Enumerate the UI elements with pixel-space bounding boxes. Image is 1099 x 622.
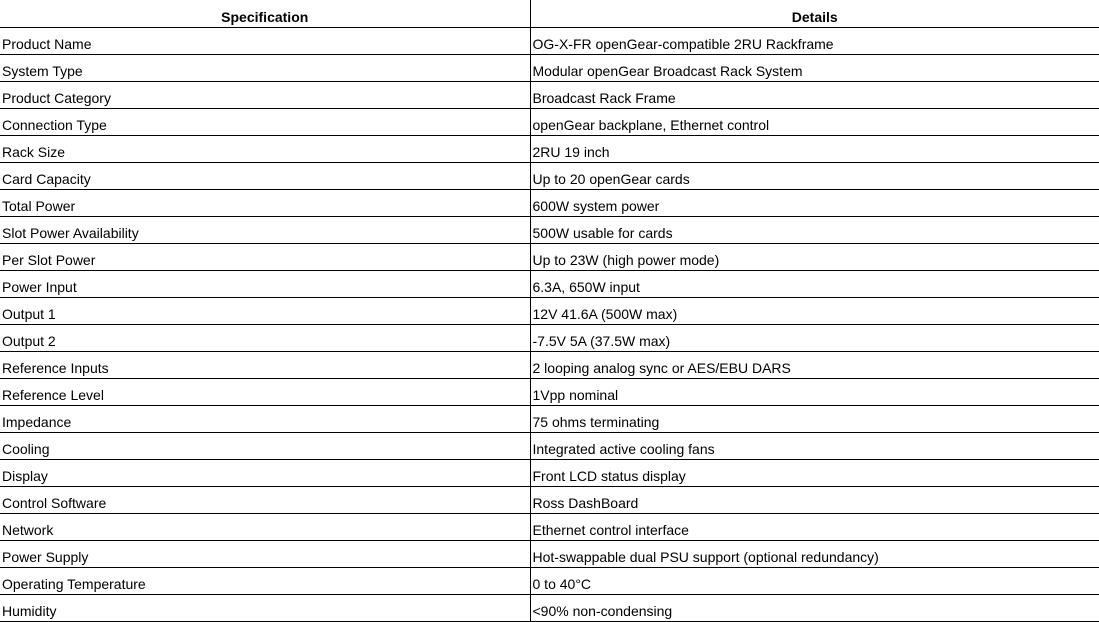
spec-value-cell: Front LCD status display: [530, 459, 1099, 486]
spec-value-cell: 6.3A, 650W input: [530, 270, 1099, 297]
spec-value-cell: 12V 41.6A (500W max): [530, 297, 1099, 324]
spec-name-cell: Output 1: [0, 297, 530, 324]
header-specification: Specification: [0, 0, 530, 27]
spec-value-cell: 0 to 40°C: [530, 567, 1099, 594]
spec-name-cell: Impedance: [0, 405, 530, 432]
spec-value-cell: Ethernet control interface: [530, 513, 1099, 540]
table-row: [0, 54, 1099, 81]
table-row: [0, 513, 1099, 540]
table-row: [0, 135, 1099, 162]
spec-value-cell: 600W system power: [530, 189, 1099, 216]
table-row: [0, 351, 1099, 378]
table-header-row: [0, 0, 1099, 27]
spec-name-cell: Power Input: [0, 270, 530, 297]
table-row: [0, 324, 1099, 351]
spec-value-cell: 2 looping analog sync or AES/EBU DARS: [530, 351, 1099, 378]
table-row: [0, 459, 1099, 486]
spec-name-cell: Rack Size: [0, 135, 530, 162]
table-row: [0, 81, 1099, 108]
header-details: Details: [530, 0, 1099, 27]
table-row: [0, 405, 1099, 432]
spec-value-cell: OG-X-FR openGear-compatible 2RU Rackframe: [530, 27, 1099, 54]
table-row: [0, 540, 1099, 567]
spec-name-cell: Reference Inputs: [0, 351, 530, 378]
spec-name-cell: Network: [0, 513, 530, 540]
spec-value-cell: 75 ohms terminating: [530, 405, 1099, 432]
table-row: [0, 108, 1099, 135]
spec-name-cell: Humidity: [0, 594, 530, 621]
table-row: [0, 270, 1099, 297]
spec-name-cell: Card Capacity: [0, 162, 530, 189]
spec-value-cell: Integrated active cooling fans: [530, 432, 1099, 459]
table-row: [0, 594, 1099, 621]
spec-name-cell: Connection Type: [0, 108, 530, 135]
table-row: [0, 27, 1099, 54]
spec-name-cell: Display: [0, 459, 530, 486]
spec-value-cell: 500W usable for cards: [530, 216, 1099, 243]
spec-name-cell: Product Category: [0, 81, 530, 108]
spec-name-cell: Cooling: [0, 432, 530, 459]
spec-name-cell: Power Supply: [0, 540, 530, 567]
spec-value-cell: Broadcast Rack Frame: [530, 81, 1099, 108]
table-row: [0, 378, 1099, 405]
spec-value-cell: <90% non-condensing: [530, 594, 1099, 621]
spec-name-cell: Control Software: [0, 486, 530, 513]
spec-value-cell: 2RU 19 inch: [530, 135, 1099, 162]
table-row: [0, 486, 1099, 513]
table-row: [0, 432, 1099, 459]
spec-value-cell: openGear backplane, Ethernet control: [530, 108, 1099, 135]
spec-name-cell: System Type: [0, 54, 530, 81]
table-row: [0, 567, 1099, 594]
table-row: [0, 216, 1099, 243]
spec-name-cell: Slot Power Availability: [0, 216, 530, 243]
spec-table-body: [0, 27, 1099, 621]
spec-name-cell: Reference Level: [0, 378, 530, 405]
spec-name-cell: Product Name: [0, 27, 530, 54]
table-row: [0, 162, 1099, 189]
spec-value-cell: Up to 20 openGear cards: [530, 162, 1099, 189]
spec-name-cell: Total Power: [0, 189, 530, 216]
spec-value-cell: Modular openGear Broadcast Rack System: [530, 54, 1099, 81]
table-row: [0, 243, 1099, 270]
spec-value-cell: Hot-swappable dual PSU support (optional redundancy): [530, 540, 1099, 567]
table-row: [0, 297, 1099, 324]
spec-value-cell: -7.5V 5A (37.5W max): [530, 324, 1099, 351]
spec-name-cell: Operating Temperature: [0, 567, 530, 594]
spec-value-cell: Up to 23W (high power mode): [530, 243, 1099, 270]
spec-value-cell: Ross DashBoard: [530, 486, 1099, 513]
spec-name-cell: Per Slot Power: [0, 243, 530, 270]
spec-name-cell: Output 2: [0, 324, 530, 351]
table-row: [0, 189, 1099, 216]
spec-value-cell: 1Vpp nominal: [530, 378, 1099, 405]
